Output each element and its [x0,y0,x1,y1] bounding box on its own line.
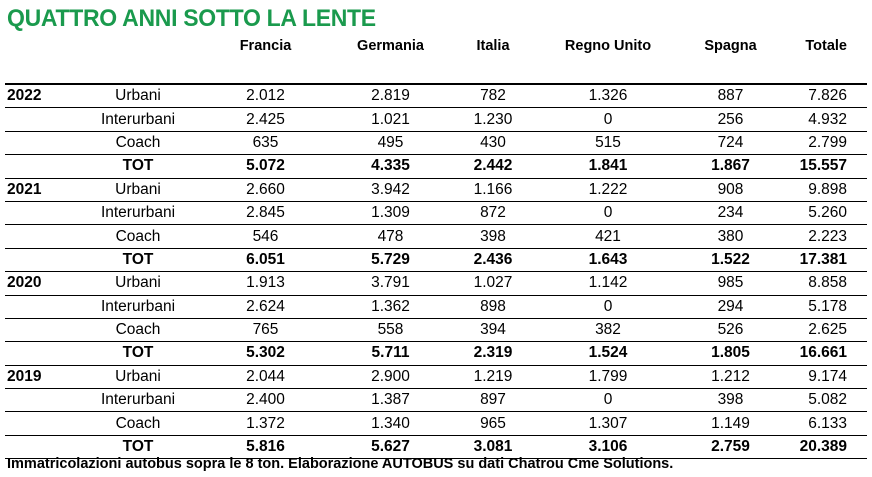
value-cell-germania: 558 [328,318,453,341]
table-row [5,272,867,295]
column-header-francia: Francia [203,34,328,84]
value-cell-spagna: 1.805 [683,342,778,365]
value-cell-germania: 5.711 [328,342,453,365]
table-row [5,84,867,108]
category-cell: Interurbani [73,108,203,131]
value-cell-francia: 635 [203,131,328,154]
value-cell-regno-unito: 0 [533,201,683,224]
value-cell-germania: 1.387 [328,389,453,412]
table-row [5,389,867,412]
value-cell-francia: 6.051 [203,248,328,271]
value-cell-totale: 17.381 [778,248,867,271]
value-cell-francia: 2.012 [203,84,328,108]
value-cell-germania: 5.627 [328,435,453,458]
year-cell [5,412,73,435]
value-cell-francia: 5.072 [203,155,328,178]
header-category [73,34,203,84]
value-cell-regno-unito: 1.799 [533,365,683,388]
value-cell-francia: 765 [203,318,328,341]
category-cell: Interurbani [73,201,203,224]
value-cell-spagna: 398 [683,389,778,412]
value-cell-totale: 5.260 [778,201,867,224]
value-cell-germania: 478 [328,225,453,248]
table-row [5,412,867,435]
value-cell-regno-unito: 1.841 [533,155,683,178]
value-cell-germania: 1.021 [328,108,453,131]
value-cell-francia: 546 [203,225,328,248]
value-cell-germania: 5.729 [328,248,453,271]
value-cell-spagna: 1.212 [683,365,778,388]
year-cell [5,389,73,412]
value-cell-totale: 9.898 [778,178,867,201]
value-cell-italia: 1.230 [453,108,533,131]
column-header-totale: Totale [778,34,867,84]
value-cell-totale: 2.799 [778,131,867,154]
value-cell-germania: 2.900 [328,365,453,388]
table-row [5,295,867,318]
value-cell-totale: 2.625 [778,318,867,341]
table-row [5,225,867,248]
value-cell-italia: 1.166 [453,178,533,201]
value-cell-germania: 1.340 [328,412,453,435]
value-cell-italia: 430 [453,131,533,154]
value-cell-regno-unito: 1.307 [533,412,683,435]
value-cell-spagna: 526 [683,318,778,341]
value-cell-spagna: 380 [683,225,778,248]
table-row [5,201,867,224]
value-cell-totale: 20.389 [778,435,867,458]
value-cell-italia: 872 [453,201,533,224]
registrations-table [5,34,867,459]
value-cell-spagna: 1.867 [683,155,778,178]
value-cell-totale: 5.178 [778,295,867,318]
value-cell-francia: 2.845 [203,201,328,224]
value-cell-regno-unito: 3.106 [533,435,683,458]
year-cell: 2022 [5,84,73,108]
year-cell [5,155,73,178]
year-cell: 2019 [5,365,73,388]
value-cell-italia: 1.219 [453,365,533,388]
value-cell-germania: 1.362 [328,295,453,318]
header-year [5,34,73,84]
value-cell-germania: 2.819 [328,84,453,108]
column-header-italia: Italia [453,34,533,84]
year-cell: 2021 [5,178,73,201]
table-row [5,131,867,154]
table-row [5,108,867,131]
total-row [5,342,867,365]
value-cell-spagna: 234 [683,201,778,224]
value-cell-totale: 6.133 [778,412,867,435]
value-cell-spagna: 256 [683,108,778,131]
value-cell-germania: 4.335 [328,155,453,178]
value-cell-regno-unito: 1.326 [533,84,683,108]
year-cell [5,201,73,224]
value-cell-regno-unito: 421 [533,225,683,248]
value-cell-italia: 2.436 [453,248,533,271]
value-cell-totale: 15.557 [778,155,867,178]
category-cell: Urbani [73,365,203,388]
category-cell: Urbani [73,84,203,108]
category-cell: Interurbani [73,295,203,318]
value-cell-totale: 9.174 [778,365,867,388]
total-row [5,155,867,178]
value-cell-italia: 2.319 [453,342,533,365]
value-cell-francia: 5.816 [203,435,328,458]
category-cell: Coach [73,225,203,248]
total-row [5,248,867,271]
year-cell: 2020 [5,272,73,295]
column-header-spagna: Spagna [683,34,778,84]
value-cell-regno-unito: 1.142 [533,272,683,295]
column-header-germania: Germania [328,34,453,84]
value-cell-spagna: 1.522 [683,248,778,271]
value-cell-totale: 8.858 [778,272,867,295]
year-cell [5,295,73,318]
year-cell [5,248,73,271]
category-cell: Interurbani [73,389,203,412]
year-cell [5,131,73,154]
value-cell-francia: 2.044 [203,365,328,388]
value-cell-francia: 5.302 [203,342,328,365]
value-cell-francia: 2.660 [203,178,328,201]
value-cell-totale: 2.223 [778,225,867,248]
category-cell: TOT [73,342,203,365]
value-cell-regno-unito: 0 [533,389,683,412]
value-cell-spagna: 908 [683,178,778,201]
value-cell-totale: 7.826 [778,84,867,108]
value-cell-italia: 394 [453,318,533,341]
value-cell-totale: 4.932 [778,108,867,131]
value-cell-francia: 1.913 [203,272,328,295]
value-cell-spagna: 294 [683,295,778,318]
category-cell: Urbani [73,178,203,201]
value-cell-francia: 2.624 [203,295,328,318]
value-cell-italia: 398 [453,225,533,248]
value-cell-italia: 782 [453,84,533,108]
value-cell-germania: 495 [328,131,453,154]
page-title: QUATTRO ANNI SOTTO LA LENTE [7,4,376,32]
year-cell [5,342,73,365]
category-cell: TOT [73,248,203,271]
value-cell-italia: 965 [453,412,533,435]
category-cell: Coach [73,318,203,341]
value-cell-francia: 1.372 [203,412,328,435]
value-cell-italia: 2.442 [453,155,533,178]
value-cell-germania: 3.942 [328,178,453,201]
table-header-row [5,34,867,84]
value-cell-regno-unito: 0 [533,108,683,131]
category-cell: Urbani [73,272,203,295]
value-cell-regno-unito: 1.524 [533,342,683,365]
value-cell-regno-unito: 0 [533,295,683,318]
value-cell-spagna: 985 [683,272,778,295]
value-cell-spagna: 887 [683,84,778,108]
value-cell-italia: 1.027 [453,272,533,295]
value-cell-regno-unito: 515 [533,131,683,154]
category-cell: Coach [73,131,203,154]
year-cell [5,318,73,341]
table-row [5,178,867,201]
category-cell: Coach [73,412,203,435]
value-cell-regno-unito: 1.643 [533,248,683,271]
value-cell-totale: 5.082 [778,389,867,412]
value-cell-regno-unito: 382 [533,318,683,341]
value-cell-italia: 3.081 [453,435,533,458]
value-cell-spagna: 724 [683,131,778,154]
value-cell-spagna: 1.149 [683,412,778,435]
value-cell-germania: 1.309 [328,201,453,224]
value-cell-regno-unito: 1.222 [533,178,683,201]
value-cell-italia: 898 [453,295,533,318]
category-cell: TOT [73,155,203,178]
value-cell-francia: 2.400 [203,389,328,412]
value-cell-francia: 2.425 [203,108,328,131]
year-cell [5,108,73,131]
table-row [5,365,867,388]
table-row [5,318,867,341]
year-cell [5,225,73,248]
value-cell-italia: 897 [453,389,533,412]
column-header-regno-unito: Regno Unito [533,34,683,84]
value-cell-totale: 16.661 [778,342,867,365]
value-cell-germania: 3.791 [328,272,453,295]
source-note: Immatricolazioni autobus sopra le 8 ton. Elaborazione AUTOBUS su dati Chatrou Cme Solutions. [7,456,674,472]
value-cell-spagna: 2.759 [683,435,778,458]
category-cell: TOT [73,435,203,458]
